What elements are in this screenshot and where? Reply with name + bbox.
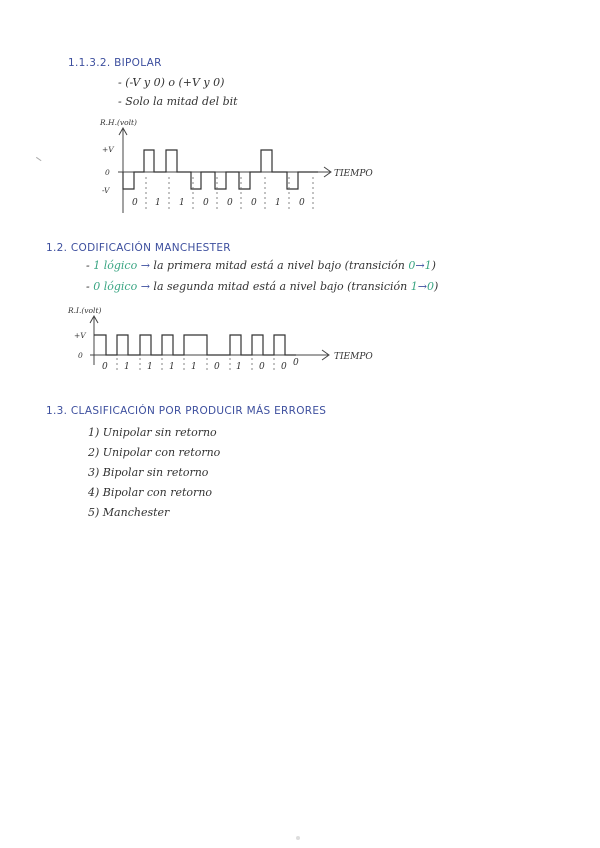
bipolar-line-2: - Solo la mitad del bit: [118, 95, 238, 108]
list-item: 1) Unipolar sin retorno: [88, 426, 217, 439]
manchester-tick-zero: 0: [78, 351, 83, 360]
logic-zero-label: 0 lógico: [93, 280, 138, 293]
list-item: 3) Bipolar sin retorno: [88, 466, 209, 479]
manchester-ylabel: R.I.(volt): [68, 306, 102, 315]
bipolar-line-1: - (-V y 0) o (+V y 0): [118, 76, 225, 89]
manchester-bit: 1: [169, 362, 175, 372]
heading-bipolar: 1.1.3.2. BIPOLAR: [68, 57, 162, 69]
page-smudge: [296, 836, 300, 840]
arrow-icon: →: [140, 259, 150, 272]
bipolar-bit: 0: [132, 198, 138, 208]
bipolar-bit: 0: [251, 198, 257, 208]
heading-classification: 1.3. CLASIFICACIÓN POR PRODUCIR MÁS ERRORES: [46, 405, 327, 417]
pencil-mark: [33, 157, 42, 166]
arrow-icon: →: [415, 259, 425, 272]
bipolar-diagram: [90, 115, 390, 220]
bipolar-xlabel: TIEMPO: [334, 169, 373, 179]
bipolar-bit: 1: [179, 198, 185, 208]
list-item: 4) Bipolar con retorno: [88, 486, 213, 499]
heading-manchester: 1.2. CODIFICACIÓN MANCHESTER: [46, 242, 231, 254]
arrow-icon: →: [417, 280, 427, 293]
bipolar-tick-nv: -V: [102, 186, 110, 195]
bipolar-bit: 0: [203, 198, 209, 208]
manchester-bit: 1: [124, 362, 130, 372]
manchester-diagram: [60, 303, 380, 373]
list-item: 2) Unipolar con retorno: [88, 446, 221, 459]
manchester-bit: 0: [259, 362, 265, 372]
bipolar-ylabel: R.H.(volt): [100, 118, 137, 127]
manchester-bit: 1: [236, 362, 242, 372]
bipolar-tick-zero: 0: [105, 168, 110, 177]
manchester-bit: 0: [102, 362, 108, 372]
manchester-bit: 0: [281, 362, 287, 372]
manchester-line-1: - 1 lógico → la primera mitad está a nivel bajo (transición 0→1): [86, 259, 436, 272]
manchester-line-2: - 0 lógico → la segunda mitad está a nivel bajo (transición 1→0): [86, 280, 439, 293]
bipolar-bit: 1: [275, 198, 281, 208]
manchester-bit: 0: [293, 358, 299, 368]
bipolar-bit: 0: [299, 198, 305, 208]
bipolar-tick-pv: +V: [102, 145, 114, 154]
bipolar-bit: 1: [155, 198, 161, 208]
logic-one-label: 1 lógico: [93, 259, 138, 272]
manchester-bit: 1: [147, 362, 153, 372]
arrow-icon: →: [140, 280, 150, 293]
manchester-bit: 1: [191, 362, 197, 372]
manchester-signal: [94, 335, 296, 355]
list-item: 5) Manchester: [88, 506, 170, 519]
manchester-tick-pv: +V: [74, 331, 86, 340]
manchester-bit: 0: [214, 362, 220, 372]
bipolar-bit: 0: [227, 198, 233, 208]
manchester-xlabel: TIEMPO: [334, 352, 373, 362]
